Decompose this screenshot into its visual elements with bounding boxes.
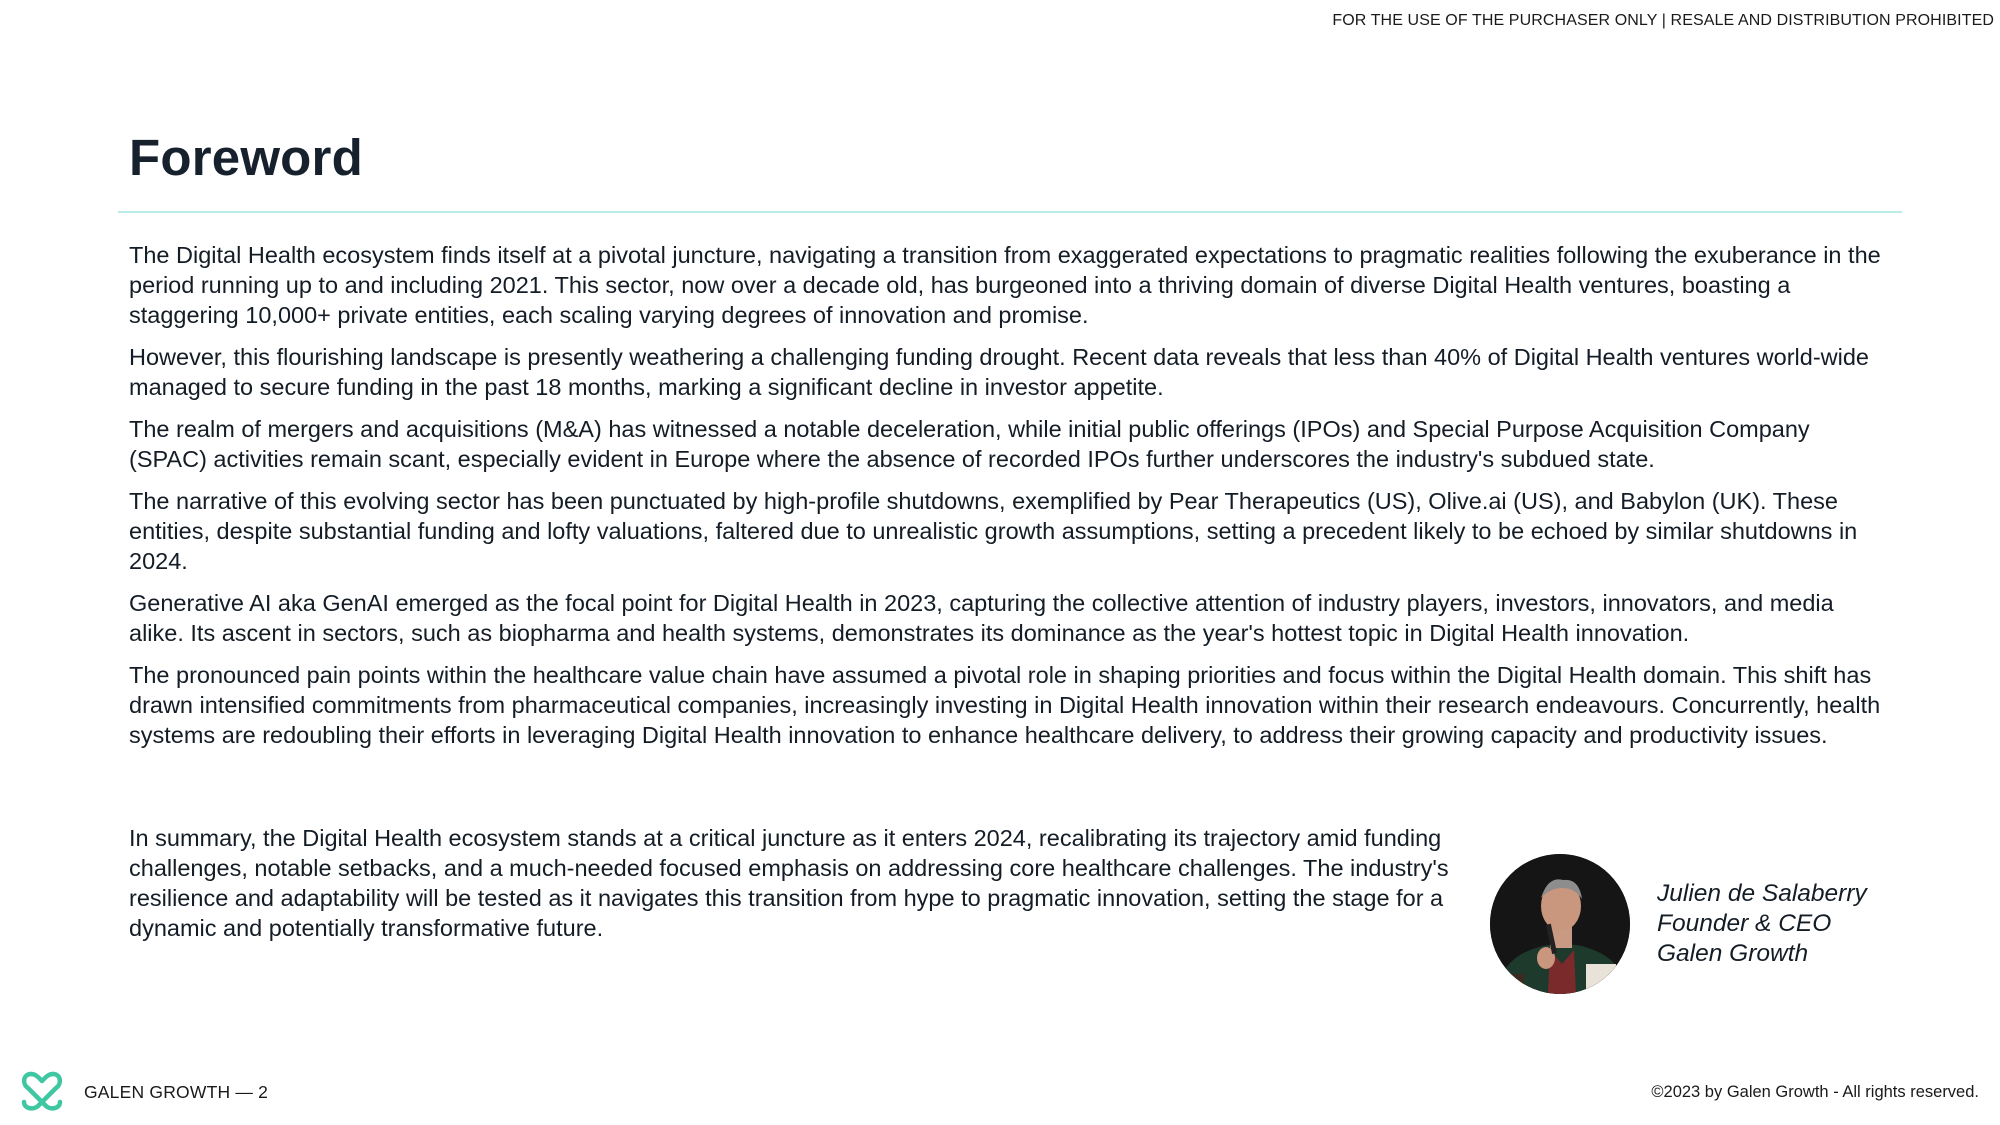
paragraph-ecosystem: The Digital Health ecosystem finds itself at a pivotal juncture, navigating a transition from exaggerated expectations to pragmatic realities following the exuberance in the period running up to and including 2021. This sector, now over a decade old, has burgeoned into a thriving domain of diverse Digital Health ventures, boasting a staggering 10,000+ private entities, each scaling varying degrees of innovation and promise. bbox=[129, 242, 1881, 328]
paragraph-genai: Generative AI aka GenAI emerged as the focal point for Digital Health in 2023, capturing the collective attention of industry players, investors, innovators, and media alike. Its ascent in sectors, such as biopharma and health systems, demonstrates its dominance as the year's hottest topic in Digital Health innovation. bbox=[129, 590, 1834, 646]
foreword-body bbox=[129, 240, 1889, 762]
author-name: Julien de Salaberry bbox=[1657, 880, 1867, 907]
paragraph-shutdowns: The narrative of this evolving sector has been punctuated by high-profile shutdowns, exemplified by Pear Therapeutics (US), Olive.ai (US), and Babylon (UK). These entities, despite substantial funding and lofty valuations, faltered due to unrealistic growth assumptions, setting a precedent likely to be echoed by similar shutdowns in 2024. bbox=[129, 488, 1858, 574]
paragraph-pain-points: The pronounced pain points within the healthcare value chain have assumed a pivotal role in shaping priorities and focus within the Digital Health domain. This shift has drawn intensified commitments from pharmaceutical companies, increasingly investing in Digital Health innovation within their research endeavours. Concurrently, health systems are redoubling their efforts in leveraging Digital Health innovation to enhance healthcare delivery, to address their growing capacity and productivity issues. bbox=[129, 662, 1881, 748]
distribution-notice: FOR THE USE OF THE PURCHASER ONLY | RESALE AND DISTRIBUTION PROHIBITED bbox=[1332, 12, 1994, 29]
paragraph-mergers: The realm of mergers and acquisitions (M&A) has witnessed a notable deceleration, while initial public offerings (IPOs) and Special Purpose Acquisition Company (SPAC) activities remain scant, especially evident in Europe where the absence of recorded IPOs further underscores the industry's subdued state. bbox=[129, 416, 1810, 472]
footer-brand bbox=[18, 1068, 268, 1116]
title-divider bbox=[118, 211, 1902, 213]
copyright-notice: ©2023 by Galen Growth - All rights reserved. bbox=[1651, 1083, 1979, 1101]
author-block bbox=[1490, 854, 1867, 994]
footer-page-label: GALEN GROWTH — 2 bbox=[84, 1081, 269, 1102]
galen-growth-logo-icon bbox=[18, 1068, 66, 1116]
author-role: Founder & CEO bbox=[1657, 910, 1832, 937]
author-photo-icon bbox=[1490, 854, 1630, 994]
paragraph-summary: In summary, the Digital Health ecosystem stands at a critical juncture as it enters 2024, recalibrating its trajectory amid funding challenges, notable setbacks, and a much-needed focused emphasis on addressing core healthcare challenges. The industry's resilience and adaptability will be tested as it navigates this transition from hype to pragmatic innovation, setting the stage for a dynamic and potentially transformative future. bbox=[129, 825, 1449, 941]
author-company: Galen Growth bbox=[1657, 940, 1809, 967]
page-title: Foreword bbox=[129, 129, 363, 186]
paragraph-funding: However, this flourishing landscape is presently weathering a challenging funding drought. Recent data reveals that less than 40% of Digital Health ventures world-wide managed to secure funding in the past 18 months, marking a significant decline in investor appetite. bbox=[129, 344, 1869, 400]
author-signature bbox=[1657, 879, 1867, 969]
avatar bbox=[1490, 854, 1630, 994]
